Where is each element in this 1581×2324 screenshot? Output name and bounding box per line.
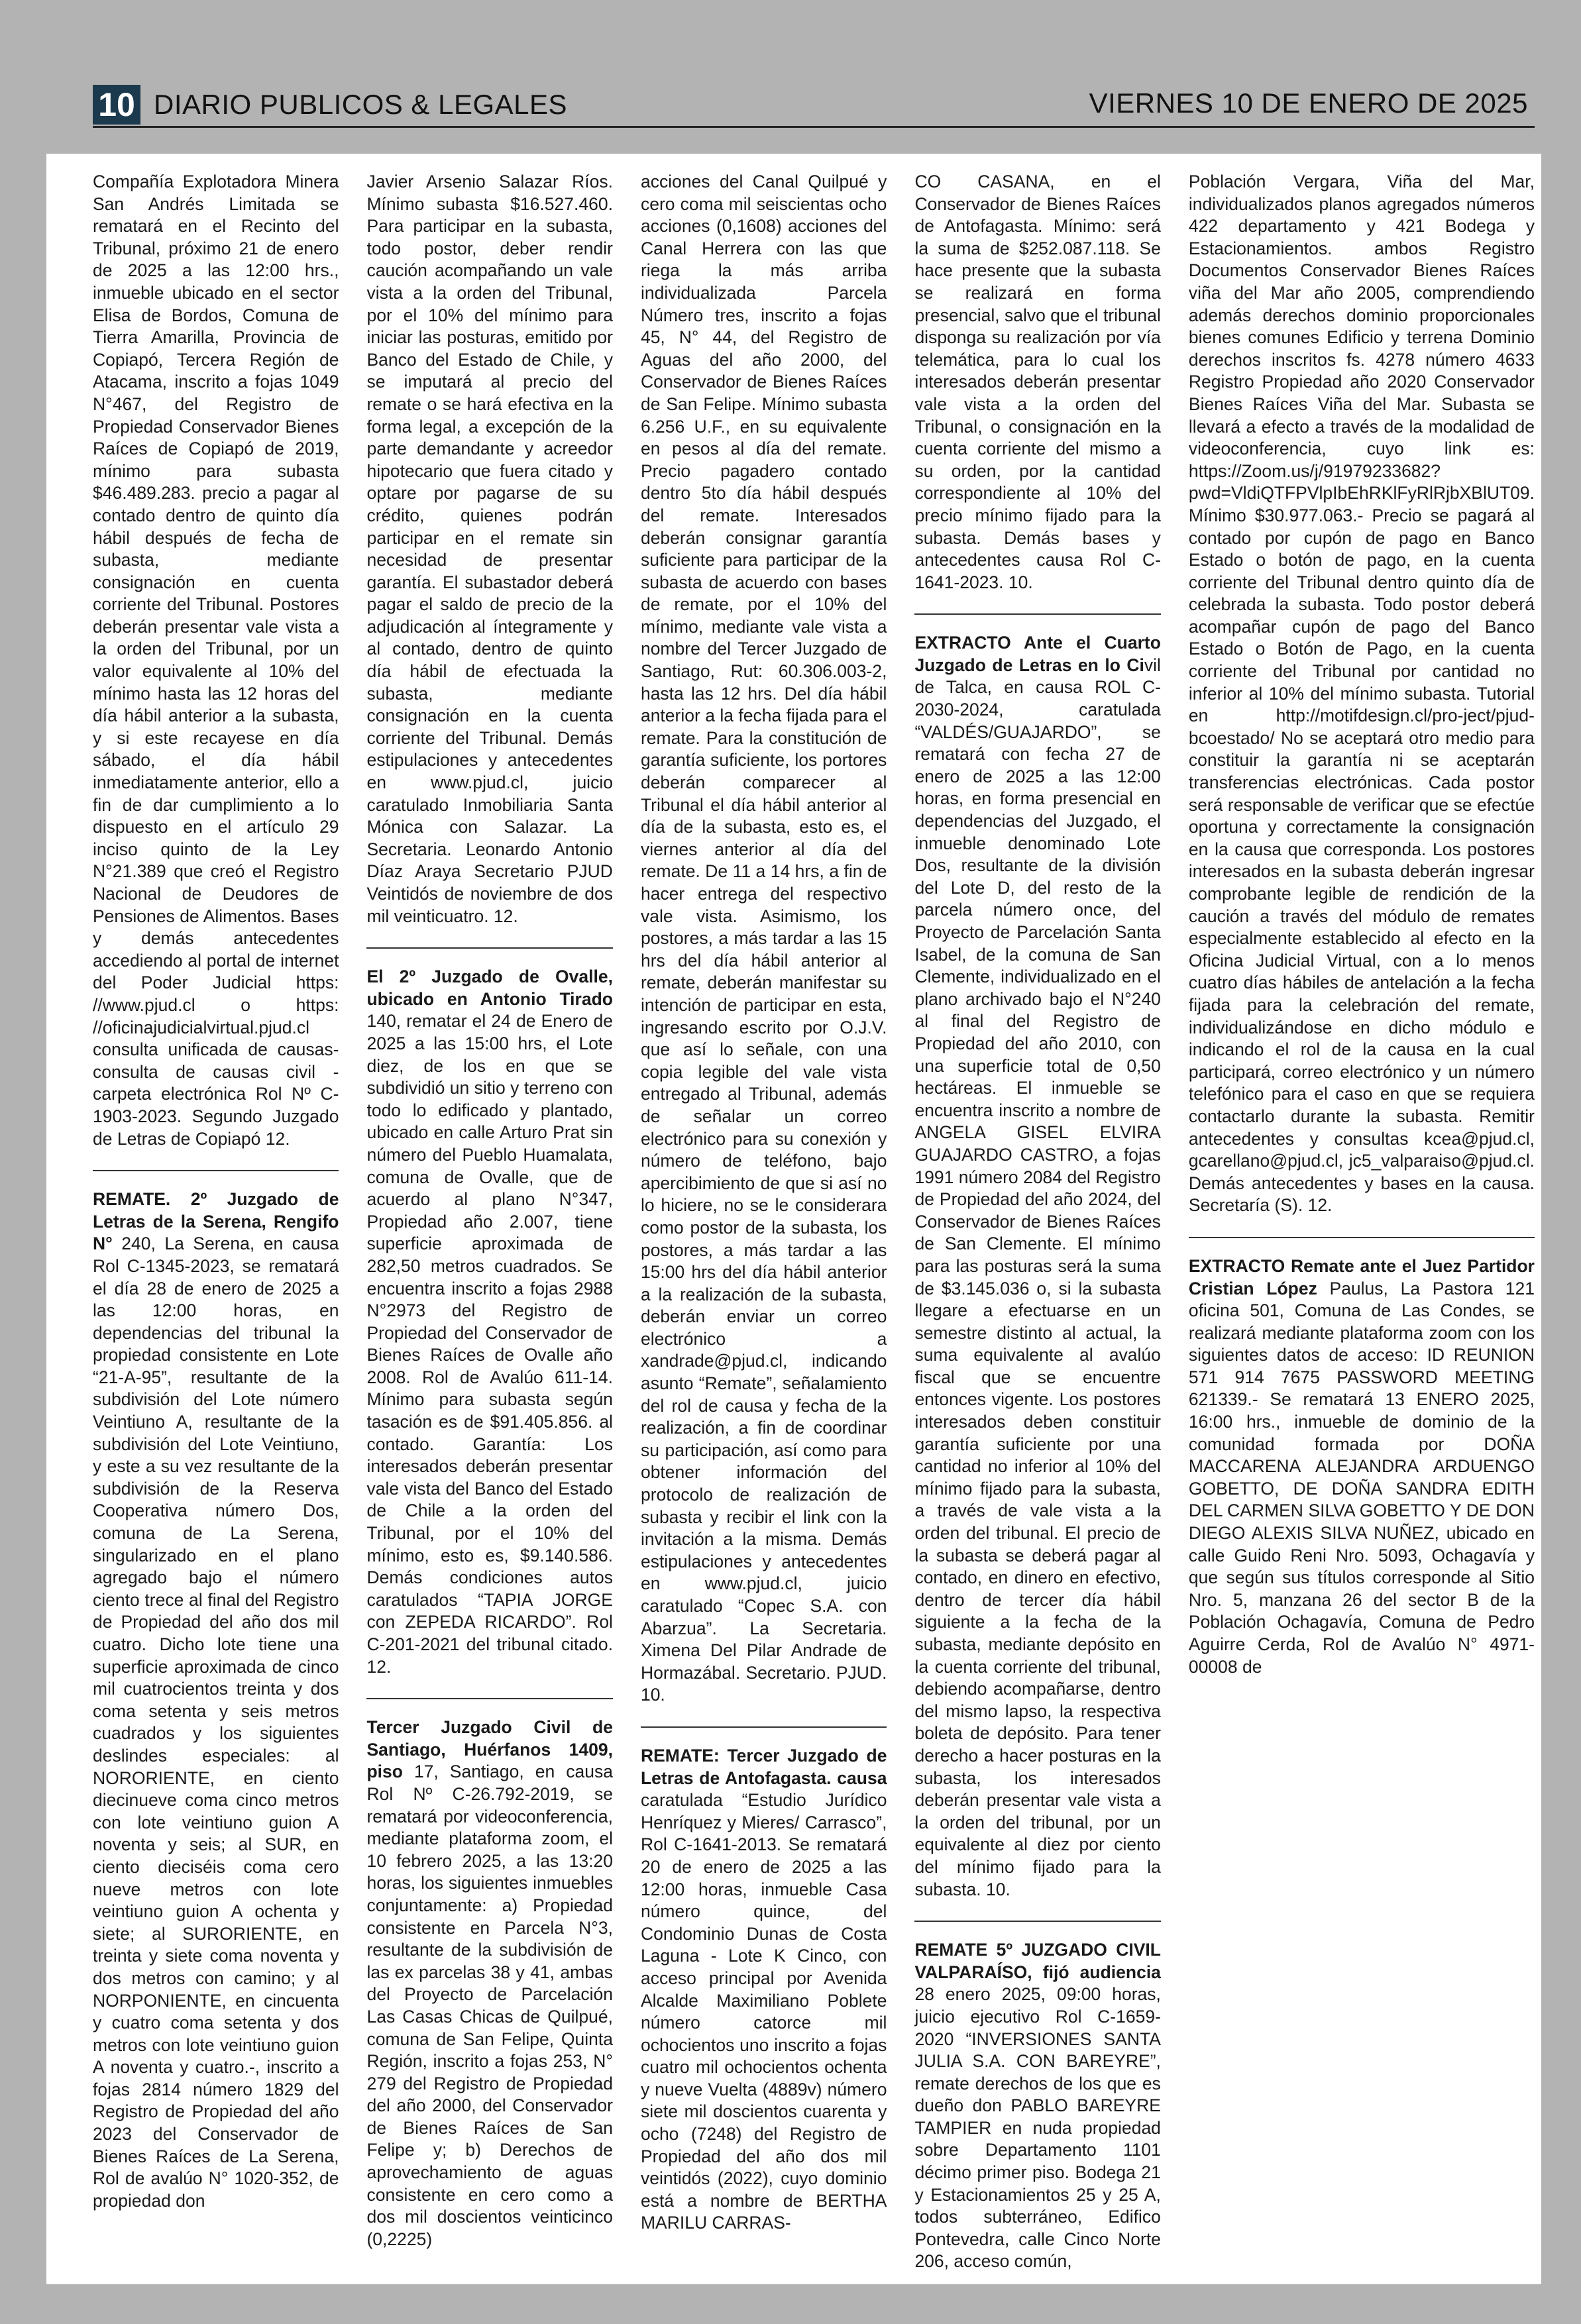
notice-body: acciones del Canal Quilpué y cero coma mil seiscientas ocho acciones (0,1608) acciones del Canal Herrera con las que riega la más arriba individualizada Parcela Número tres, inscrito a fojas 45, N° 44, del Registro de Aguas del año 2000, del Conservador de Bienes Raíces de San Felipe. Mínimo subasta 6.256 U.F., en su equivalente en pesos al día del remate. Precio pagadero contado dentro 5to día hábil después del remate. Interesados deberán consignar garantía suficiente para participar de la subasta de acuerdo con bases de remate, por el 10% del mínimo, mediante vale vista a nombre del Tercer Juzgado de Santiago, Rut: 60.306.003-2, hasta las 12 hrs. Del día hábil anterior a la fecha fijada para el remate. Para la constitución de garantía suficiente, los portores deberán comparecer al Tribunal el día hábil anterior al día de la subasta, esto es, el viernes anterior al día del remate. De 11 a 14 hrs, a fin de hacer entrega del respectivo vale vista. Asimismo, los postores, a más tardar a las 15 hrs del día hábil anterior al remate, deberán manifestar su intención de participar en esta, ingresando escrito por O.J.V. que así lo señale, con una copia legible del vale vista entregado al Tribunal, además de señalar un correo electrónico para su conexión y número de teléfono, bajo apercibimiento de que si así no lo hiciere, no se le considerara como postor de la subasta, los postores, a más tardar a las 15:00 hrs del día hábil anterior a la realización de la subasta, deberán enviar un correo electrónico a xandrade@pjud.cl, indicando asunto “Remate”, señalamiento del rol de causa y fecha de la realización, a fin de coordinar su participación, así como para obtener información del protocolo de realización de subasta y recibir el link con la invitación a la misma. Demás estipulaciones y antecedentes en www.pjud.cl, juicio caratulado “Copec S.A. con Abarzua”. La Secretaria. Ximena Del Pilar Andrade de Hormazábal. Secretario. PJUD. 10.	[640, 172, 887, 1705]
notice-divider	[93, 1170, 339, 1171]
notice-divider	[914, 613, 1160, 615]
page-number: 10	[93, 85, 140, 125]
notice-heading: REMATE. 2º Juzgado de Letras de la Serena, Rengifo N°	[93, 1189, 339, 1254]
notice-body: Paulus, La Pastora 121 oficina 501, Comuna de Las Condes, se realizará mediante plataforma zoom con los siguientes datos de acceso: ID REUNION 571 914 7675 PASSWORD MEETING 621339.- Se rematará 13 ENERO 2025, 16:00 hrs., inmueble de dominio de la comunidad formada por DOÑA MACCARENA ALEJANDRA ARDUENGO GOBETTO, DE DOÑA SANDRA EDITH DEL CARMEN SILVA GOBETTO Y DE DON DIEGO ALEXIS SILVA NUÑEZ, ubicado en calle Guido Reni Nro. 5093, Ochagavía y que según sus títulos corresponde al Sitio Nro. 5, manzana 26 del sector B de la Población Ochagavía, Comuna de Pedro Aguirre Cerda, Rol de Avalúo N° 4971-00008 de	[1188, 1278, 1535, 1677]
column-3	[641, 171, 887, 2273]
page-header	[93, 85, 1535, 125]
notice-body: 17, Santiago, en causa Rol Nº C-26.792-2019, se rematará por videoconferencia, mediante plataforma zoom, el 10 febrero 2025, a las 13:20 horas, los siguientes inmuebles conjuntamente: a) Propiedad consistente en Parcela N°3, resultante de la subdivisión de las ex parcelas 38 y 41, ambas del Proyecto de Parcelación Las Casas Chicas de Quilpué, comuna de San Felipe, Quinta Región, inscrito a fojas 253, N° 279 del Registro de Propiedad del año 2000, del Conservador de Bienes Raíces de San Felipe y; b) Derechos de aprovechamiento de aguas consistente en cero como a dos mil doscientos veinticinco (0,2225)	[366, 1762, 613, 2249]
notice-heading: REMATE: Tercer Juzgado de Letras de Antofagasta. causa	[640, 1745, 887, 1788]
header-divider	[93, 126, 1535, 128]
notice	[366, 171, 612, 927]
notice-heading: EXTRACTO Ante el Cuarto Juzgado de Letras en lo Ci	[914, 633, 1161, 675]
notice-divider	[914, 1921, 1160, 1922]
column-2	[366, 171, 612, 2273]
notice	[93, 171, 339, 1150]
column-5	[1189, 171, 1535, 2273]
notice-body: Población Vergara, Viña del Mar, individualizados planos agregados números 422 departamento y 421 Bodega y Estacionamientos. ambos Registro Documentos Conservador Bienes Raíces viña del Mar año 2005, comprendiendo además derechos dominio proporcionales bienes comunes Edificio y terrena Dominio derechos inscritos fs. 4278 número 4633 Registro Propiedad año 2020 Conservador Bienes Raíces Viña del Mar. Subasta se llevará a efecto a través de la modalidad de videoconferencia, cuyo link es: https://Zoom.us/j/91979233682?pwd=VldiQTFPVlpIbEhRKlFyRlRjbXBlUT09. Mínimo $30.977.063.- Precio se pagará al contado por cupón de pago en Banco Estado o botón de pago, en la cuenta corriente del Tribunal dentro quinto día de celebrada la subasta. Todo postor deberá acompañar cupón de pago del Banco Estado o Botón de Pago, en la cuenta corriente del Tribunal por cantidad no inferior al 10% del mínimo subasta. Tutorial en http://motifdesign.cl/pro-ject/pjud-bcoestado/ No se aceptará otro medio para constituir la garantía ni se aceptarán transferencias electrónicas. Cada postor será responsable de verificar que se efectúe oportuna y correctamente la consignación en la causa que corresponda. Los postores interesados en la subasta deberán ingresar comprobante legible de rendición de la caución a través del módulo de remates especialmente establecido al efecto en la Oficina Judicial Virtual, con a lo menos cuatro días hábiles de antelación a la fecha fijada para la celebración del remate, individualizándose en dicho módulo e indicando el rol de la causa en la cual participará, correo electrónico y un número telefónico para el caso en que se requiera contactarlo durante la subasta. Remitir antecedentes y consultas kcea@pjud.cl, gcarellano@pjud.cl, jc5_valparaiso@pjud.cl. Demás antecedentes y bases en la causa. Secretaría (S). 12.	[1188, 172, 1535, 1216]
notice-heading: Tercer Juzgado Civil de Santiago, Huérfanos 1409, piso	[366, 1717, 613, 1782]
notice	[366, 1717, 612, 2250]
notice	[914, 632, 1160, 1901]
publication-date: VIERNES 10 DE ENERO DE 2025	[1089, 87, 1528, 119]
notice-body: 240, La Serena, en causa Rol C-1345-2023, se rematará el día 28 de enero de 2025 a las 12:00 horas, en dependencias del tribunal la propiedad consistente en Lote “21-A-95”, resultante de la subdivisión del Lote número Veintiuno A, resultante de la subdivisión del Lote Veintiuno, y este a su vez resultante de la subdivisión de la Reserva Cooperativa número Dos, comuna de La Serena, singularizado en el plano agregado bajo el número ciento trece al final del Registro de Propiedad del año dos mil cuatro. Dicho lote tiene una superficie aproximada de cinco mil cuatrocientos treinta y dos coma setenta y seis metros cuadrados y los siguientes deslindes especiales: al NORORIENTE, en ciento diecinueve coma cinco metros con lote veintiuno guion A noventa y seis; al SUR, en ciento dieciséis coma cero nueve metros con lote veintiuno guion A ochenta y siete; al SURORIENTE, en treinta y siete coma noventa y dos metros con camino; y al NORPONIENTE, en cincuenta y cuatro coma setenta y dos metros con lote veintiuno guion A noventa y cuatro.-, inscrito a fojas 2814 número 1829 del Registro de Propiedad del año 2023 del Conservador de Bienes Raíces de La Serena, Rol de avalúo N° 1020-352, de propiedad don	[93, 1234, 339, 2211]
notice-columns	[93, 171, 1535, 2272]
column-1	[93, 171, 339, 2273]
notice-heading: El 2º Juzgado de Ovalle, ubicado en Antonio Tirado	[366, 967, 613, 1009]
notice	[366, 966, 612, 1678]
notice	[641, 171, 887, 1707]
notice-body: vil de Talca, en causa ROL C-2030-2024, caratulada “VALDÉS/GUAJARDO”, se rematará con fecha 27 de enero de 2025 a las 12:00 horas, en forma presencial en dependencias del Juzgado, el inmueble denominado Lote Dos, resultante de la división del Lote D, del resto de la parcela número once, del Proyecto de Parcelación Santa Isabel, de la comuna de San Clemente, individualizado en el plano archivado bajo el N°240 al final del Registro de Propiedad del año 2010, con una superficie total de 0,50 hectáreas. El inmueble se encuentra inscrito a nombre de ANGELA GISEL ELVIRA GUAJARDO CASTRO, a fojas 1991 número 2084 del Registro de Propiedad del año 2024, del Conservador de Bienes Raíces de San Clemente. El mínimo para las posturas será la suma de $3.145.036 o, si la subasta llegare a efectuarse en un semestre distinto al actual, la suma equivalente al avalúo fiscal que se encuentre entonces vigente. Los postores interesados deben constituir garantía suficiente por una cantidad no inferior al 10% del mínimo fijado para la subasta, a través de vale vista a la orden del tribunal. El precio de la subasta se deberá pagar al contado, en dinero en efectivo, dentro de tercer día hábil siguiente a la fecha de la subasta, mediante depósito en la cuenta corriente del tribunal, debiendo acompañarse, dentro del mismo lapso, la respectiva boleta de depósito. Para tener derecho a hacer posturas en la subasta, los interesados deberán presentar vale vista a la orden del tribunal, por un equivalente al diez por ciento del mínimo fijado para la subasta. 10.	[914, 655, 1161, 1899]
notice-body: 28 enero 2025, 09:00 horas, juicio ejecutivo Rol C-1659-2020 “INVERSIONES SANTA JULIA S.A. CON BAREYRE”, remate derechos de los que es dueño don PABLO BAREYRE TAMPIER en nuda propiedad sobre Departamento 1101 décimo primer piso. Bodega 21 y Estacionamientos 25 y 25 A, todos subterráneo, Edifico Pontevedra, calle Cinco Norte 206, acceso común,	[914, 1984, 1161, 2272]
notice-body: 140, rematar el 24 de Enero de 2025 a las 15:00 hrs, el Lote diez, de los en que se subdividió un sitio y terreno con todo lo edificado y plantado, ubicado en calle Arturo Prat sin número del Pueblo Huamalata, comuna de Ovalle, que de acuerdo al plano N°347, Propiedad año 2.007, tiene superficie aproximada de 282,50 metros cuadrados. Se encuentra inscrito a fojas 2988 N°2973 del Registro de Propiedad del Conservador de Bienes Raíces de Ovalle año 2008. Rol de Avalúo 611-14. Mínimo para subasta según tasación es de $91.405.856. al contado. Garantía: Los interesados deberán presentar vale vista del Banco del Estado de Chile a la orden del Tribunal, por el 10% del mínimo, esto es, $9.140.586. Demás condiciones autos caratulados “TAPIA JORGE con ZEPEDA RICARDO”. Rol C-201-2021 del tribunal citado. 12.	[366, 1011, 613, 1677]
column-4	[914, 171, 1160, 2273]
notice-heading: EXTRACTO Remate ante el Juez Partidor Cristian López	[1188, 1255, 1535, 1298]
notice-body: caratulada “Estudio Jurídico Henríquez y Mieres/ Carrasco”, Rol C-1641-2013. Se rematará 20 de enero de 2025 a las 12:00 horas, inmueble Casa número quince, del Condominio Dunas de Costa Laguna - Lote K Cinco, con acceso principal por Avenida Alcalde Maximiliano Poblete número catorce mil ochocientos uno inscrito a fojas cuatro mil ochocientos ochenta y nueve Vuelta (4889v) número siete mil doscientos cuarenta y ocho (7248) del Registro de Propiedad del año dos mil veintidós (2022), cuyo dominio está a nombre de BERTHA MARILU CARRAS-	[640, 1790, 887, 2233]
notice	[914, 1939, 1160, 2273]
notice-divider	[366, 1698, 612, 1699]
publication-name: DIARIO PUBLICOS & LEGALES	[154, 89, 568, 120]
notice	[914, 171, 1160, 594]
notice-heading: REMATE 5º JUZGADO CIVIL VALPARAÍSO, fijó audiencia	[914, 1940, 1161, 1982]
notice-body: Javier Arsenio Salazar Ríos. Mínimo subasta $16.527.460. Para participar en la subasta, todo postor, deber rendir caución acompañando un vale vista a la orden del Tribunal, por el 10% del mínimo para iniciar las posturas, emitido por Banco del Estado de Chile, y se imputará al precio del remate o se hará efectiva en la forma legal, a excepción de la parte demandante y acreedor hipotecario que fuera citado y optare por pagarse de su crédito, quienes podrán participar en el remate sin necesidad de presentar garantía. El subastador deberá pagar el saldo de precio de la adjudicación al íntegramente y al contado, dentro de quinto día hábil de efectuada la subasta, mediante consignación en la cuenta corriente del Tribunal. Demás estipulaciones y antecedentes en www.pjud.cl, juicio caratulado Inmobiliaria Santa Mónica con Salazar. La Secretaria. Leonardo Antonio Díaz Araya Secretario PJUD Veintidós de noviembre de dos mil veinticuatro. 12.	[366, 172, 613, 926]
notice-divider	[1189, 1237, 1535, 1238]
notice-divider	[366, 947, 612, 949]
notice-body: CO CASANA, en el Conservador de Bienes Raíces de Antofagasta. Mínimo: será la suma de $252.087.118. Se hace presente que la subasta se realizará en forma presencial, salvo que el tribunal disponga su realización por vía telemática, para lo cual los interesados deberán presentar vale vista a la orden del Tribunal, o consignación en la cuenta corriente del mismo a su orden, por la cantidad correspondiente al 10% del precio mínimo fijado para la subasta. Demás bases y antecedentes causa Rol C-1641-2023. 10.	[914, 172, 1161, 592]
notice	[1189, 171, 1535, 1217]
notice	[1189, 1255, 1535, 1678]
notice-divider	[641, 1726, 887, 1728]
notice	[641, 1745, 887, 2235]
notice-body: Compañía Explotadora Minera San Andrés Limitada se rematará en el Recinto del Tribunal, próximo 21 de enero de 2025 a las 12:00 hrs., inmueble ubicado en el sector Elisa de Bordos, Comuna de Tierra Amarilla, Provincia de Copiapó, Tercera Región de Atacama, inscrito a fojas 1049 N°467, del Registro de Propiedad Conservador Bienes Raíces de Copiapó de 2019, mínimo para subasta $46.489.283. precio a pagar al contado dentro de quinto día hábil después de fecha de subasta, mediante consignación en cuenta corriente del Tribunal. Postores deberán presentar vale vista a la orden del Tribunal, por un valor equivalente al 10% del mínimo hasta las 12 horas del día hábil anterior a la subasta, y si este recayese en día sábado, el día hábil inmediatamente anterior, ello a fin de dar cumplimiento a lo dispuesto en el artículo 29 inciso quinto de la Ley N°21.389 que creó el Registro Nacional de Deudores de Pensiones de Alimentos. Bases y demás antecedentes accediendo al portal de internet del Poder Judicial https: //www.pjud.cl o https: //oficinajudicialvirtual.pjud.cl consulta unificada de causas- consulta de causas civil - carpeta electrónica Rol Nº C-1903-2023. Segundo Juzgado de Letras de Copiapó 12.	[93, 172, 339, 1149]
notice	[93, 1188, 339, 2212]
